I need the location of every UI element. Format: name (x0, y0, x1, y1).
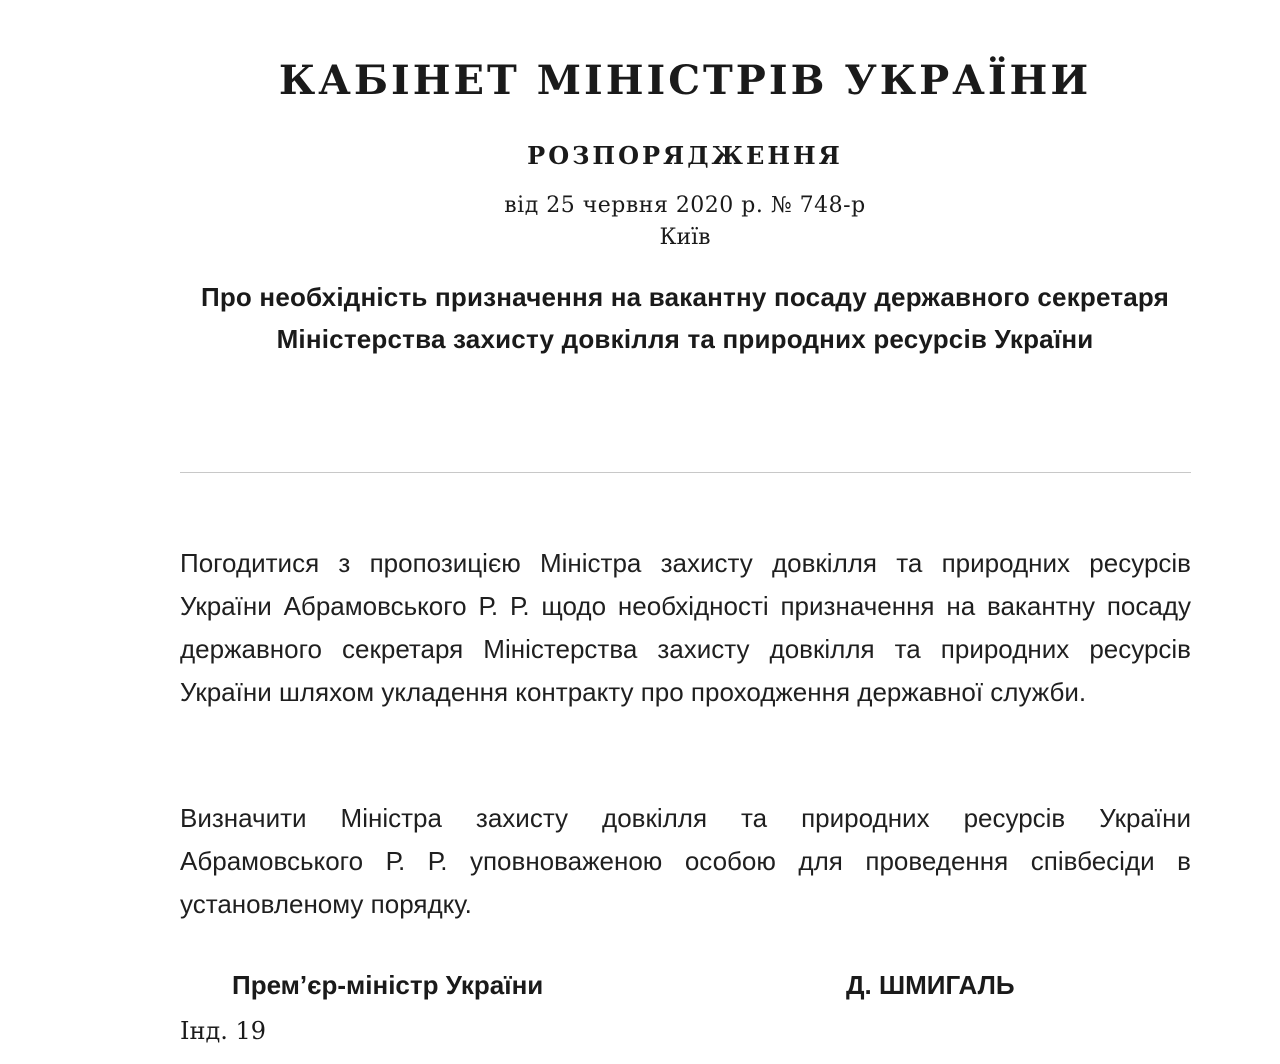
body-paragraph-2: Визначити Міністра захисту довкілля та природних ресурсів України Абрамовського Р. Р. уповноваженою особою для проведення співбесіди в установленому порядку. (180, 803, 1191, 919)
signatory-name: Д. ШМИГАЛЬ (846, 970, 1015, 1000)
document-subject: Про необхідність призначення на вакантну посаду державного секретаря Міністерства захисту довкілля та природних ресурсів України (200, 282, 1170, 354)
document-type: РОЗПОРЯДЖЕННЯ (527, 141, 843, 170)
document-place: Київ (659, 225, 711, 250)
document-date-number: від 25 червня 2020 р. № 748-р (504, 193, 866, 218)
section-divider (180, 472, 1191, 473)
document-index: Інд. 19 (180, 1017, 267, 1045)
signatory-role: Прем’єр-міністр України (232, 970, 544, 1000)
organization-title: КАБІНЕТ МІНІСТРІВ УКРАЇНИ (278, 57, 1092, 104)
body-paragraph-1: Погодитися з пропозицією Міністра захисту довкілля та природних ресурсів України Абрамовського Р. Р. щодо необхідності призначення на вакантну посаду державного секретаря Міністерства захисту довкілля та природних ресурсів України шляхом укладення контракту про проходження державної служби. (180, 548, 1191, 707)
